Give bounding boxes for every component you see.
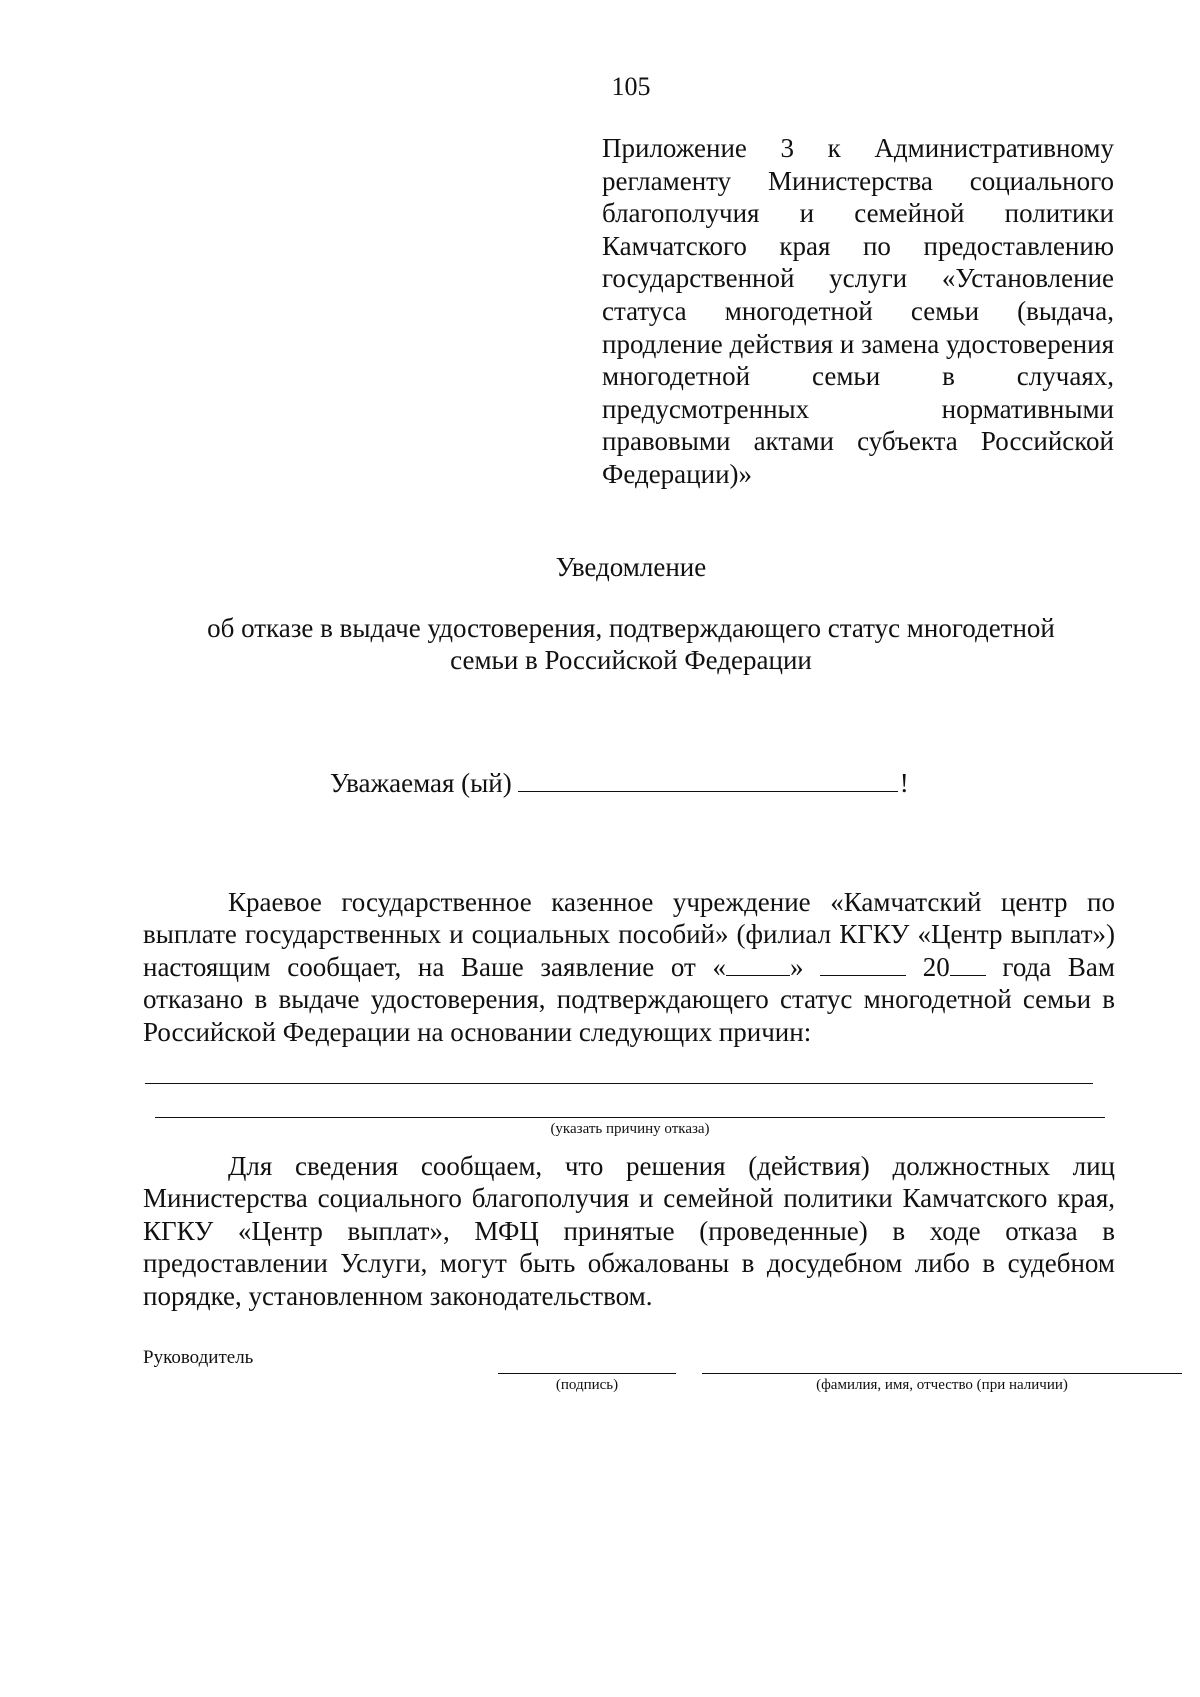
- notice-body-paragraph: [143, 886, 1115, 1048]
- paragraph1-year-prefix: 20: [922, 951, 950, 982]
- paragraph1-text-start: Краевое государственное казенное учреждение «Камчатский центр по выплате государственных и социальных пособий» (филиал КГКУ «Центр выплат») настоящим сообщает, на Ваше заявление от «: [143, 887, 1115, 982]
- name-line: [702, 1373, 1182, 1374]
- reason-line-2: [155, 1117, 1105, 1118]
- paragraph1-quote-close: »: [789, 951, 804, 982]
- greeting-line: [330, 768, 909, 799]
- signature-line: [498, 1373, 676, 1374]
- signature-caption: (подпись): [555, 1377, 619, 1393]
- paragraph1-text-end: года Вам отказано в выдаче удостоверения, подтверждающего статус многодетной семьи в Российской Федерации на основании следующих причин:: [143, 951, 1115, 1047]
- page-number: 105: [611, 72, 651, 101]
- day-blank: [726, 955, 790, 976]
- recipient-name-blank: [518, 769, 898, 792]
- appendix-header: Приложение 3 к Административному регламенту Министерства социального благополучия и семейной политики Камчатского края по предоставлению государственной услуги «Установление статуса многодетной семьи (выдача, продление действия и замена удостоверения многодетной семьи в случаях, предусмотренных нормативными правовыми актами субъекта Российской Федерации)»: [602, 133, 1114, 489]
- reason-line-1: [145, 1083, 1093, 1084]
- month-blank: [820, 955, 906, 976]
- year-blank: [950, 955, 986, 976]
- reason-caption: (указать причину отказа): [550, 1121, 710, 1137]
- greeting-suffix: !: [899, 768, 909, 798]
- head-label: Руководитель: [143, 1347, 254, 1368]
- notice-subtitle: об отказе в выдаче удостоверения, подтверждающего статус многодетной семьи в Российской Федерации: [207, 613, 1055, 675]
- name-caption: (фамилия, имя, отчество (при наличии): [816, 1377, 1068, 1393]
- appeal-info-paragraph: Для сведения сообщаем, что решения (действия) должностных лиц Министерства социального благополучия и семейной политики Камчатского края, КГКУ «Центр выплат», МФЦ принятые (проведенные) в ходе отказа в предоставлении Услуги, могут быть обжалованы в досудебном либо в судебном порядке, установленном законодательством.: [143, 1151, 1115, 1311]
- notice-title: Уведомление: [555, 552, 707, 582]
- greeting-prefix: Уважаемая (ый): [330, 768, 512, 798]
